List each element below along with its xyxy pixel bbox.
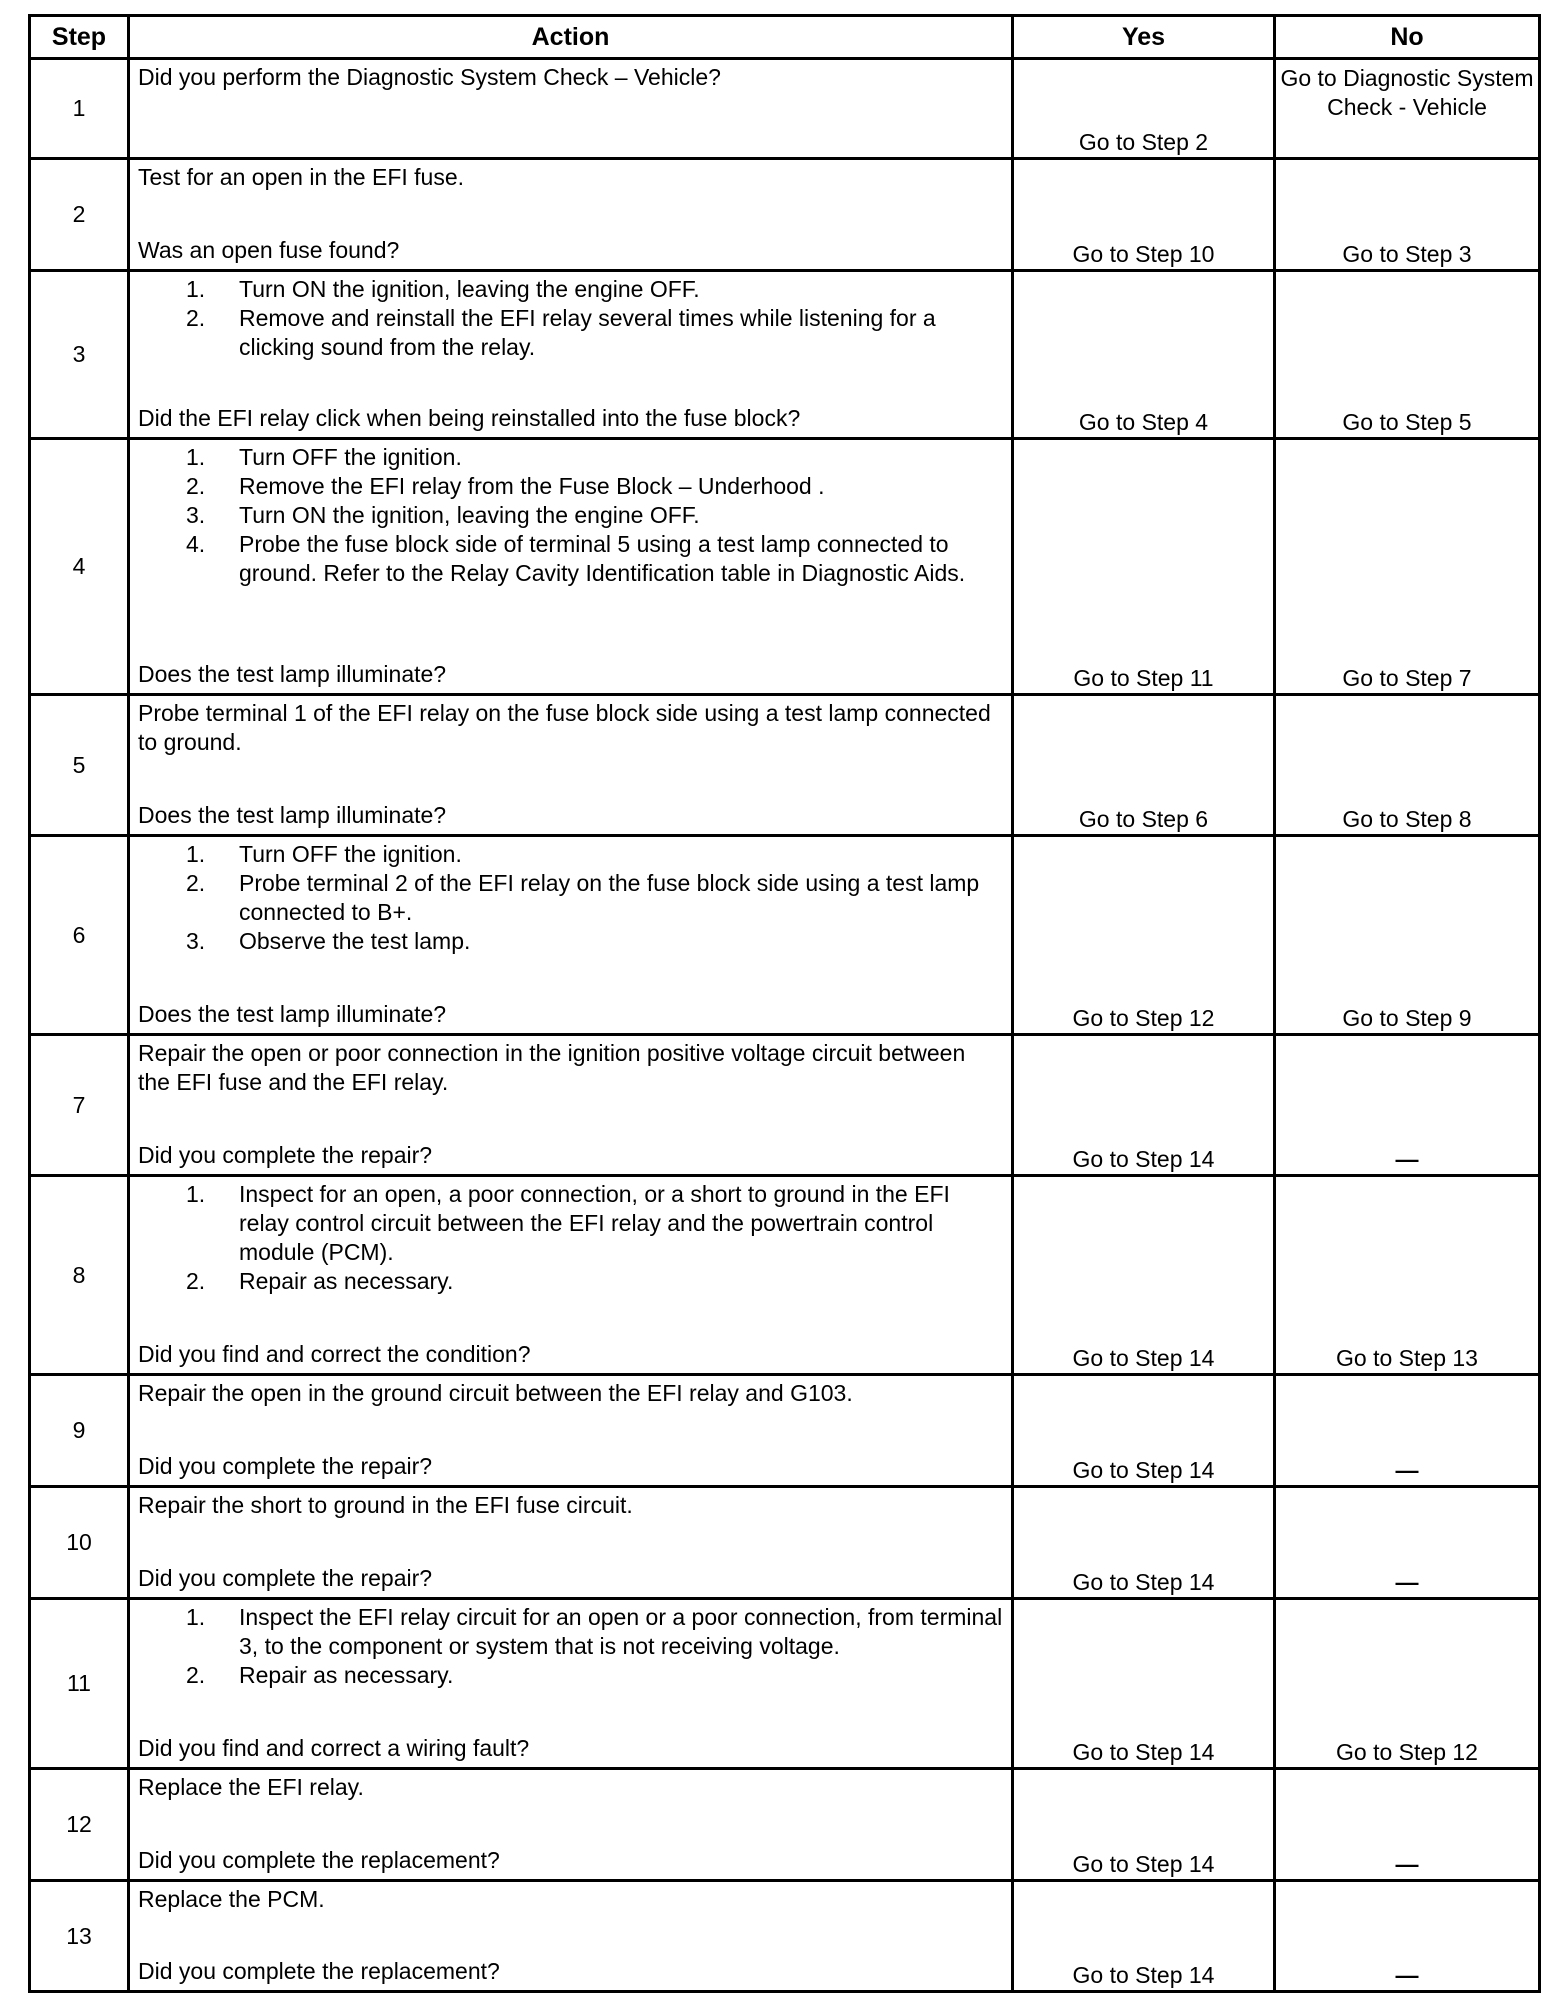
action-cell [129, 1375, 1013, 1487]
table-row [30, 836, 1540, 1035]
step-number: 3 [30, 271, 129, 439]
table-row [30, 1375, 1540, 1487]
list-item-text: Turn OFF the ignition. [239, 841, 462, 867]
action-steps-list [138, 840, 1003, 956]
table-row [30, 271, 1540, 439]
list-item-text: Repair as necessary. [239, 1268, 454, 1294]
yes-result: Go to Step 11 [1013, 439, 1275, 695]
yes-result: Go to Step 14 [1013, 1881, 1275, 1992]
no-result-dash: — [1395, 1962, 1419, 1988]
table-row [30, 695, 1540, 836]
list-item-number: 4. [186, 531, 206, 557]
list-item-number: 2. [186, 1268, 206, 1294]
list-item-number: 2. [186, 870, 206, 896]
list-item-text: Inspect for an open, a poor connection, or a short to ground in the EFI relay control circuit between the EFI relay and the powertrain control module (PCM). [239, 1181, 950, 1265]
action-steps-list [138, 443, 1003, 588]
header-action: Action [129, 16, 1013, 59]
list-item-text: Repair as necessary. [239, 1662, 454, 1688]
action-question: Does the test lamp illuminate? [138, 661, 447, 687]
list-item-text: Turn ON the ignition, leaving the engine OFF. [239, 276, 700, 302]
list-item [138, 869, 1003, 927]
list-item [138, 304, 1003, 362]
table-row [30, 1881, 1540, 1992]
header-step: Step [30, 16, 129, 59]
no-result: Go to Step 13 [1275, 1176, 1540, 1375]
action-question: Did you complete the replacement? [138, 1847, 500, 1873]
action-question: Does the test lamp illuminate? [138, 1001, 447, 1027]
step-number: 4 [30, 439, 129, 695]
step-number: 8 [30, 1176, 129, 1375]
list-item [138, 1180, 1003, 1267]
diagnostic-table [28, 14, 1541, 1993]
action-question: Did you find and correct the condition? [138, 1341, 531, 1367]
action-cell [129, 836, 1013, 1035]
no-result: Go to Step 8 [1275, 695, 1540, 836]
yes-result: Go to Step 6 [1013, 695, 1275, 836]
step-number: 1 [30, 59, 129, 159]
action-cell [129, 439, 1013, 695]
action-cell [129, 1176, 1013, 1375]
header-row [30, 16, 1540, 59]
table-row [30, 1176, 1540, 1375]
no-result [1275, 1375, 1540, 1487]
no-result [1275, 1881, 1540, 1992]
list-item [138, 530, 1003, 588]
list-item [138, 840, 1003, 869]
table-row [30, 1487, 1540, 1599]
header-no: No [1275, 16, 1540, 59]
yes-result: Go to Step 14 [1013, 1769, 1275, 1881]
list-item-number: 2. [186, 305, 206, 331]
list-item [138, 443, 1003, 472]
no-result [1275, 1487, 1540, 1599]
yes-result: Go to Step 14 [1013, 1487, 1275, 1599]
list-item [138, 501, 1003, 530]
list-item-text: Turn OFF the ignition. [239, 444, 462, 470]
list-item-text: Probe terminal 2 of the EFI relay on the fuse block side using a test lamp connected to B+. [239, 870, 980, 925]
no-result: Go to Step 3 [1275, 159, 1540, 271]
step-number: 9 [30, 1375, 129, 1487]
header-yes: Yes [1013, 16, 1275, 59]
list-item [138, 275, 1003, 304]
yes-result: Go to Step 14 [1013, 1375, 1275, 1487]
no-result [1275, 1769, 1540, 1881]
list-item-text: Probe the fuse block side of terminal 5 using a test lamp connected to ground. Refer to the Relay Cavity Identification table in Diagnostic Aids. [239, 531, 966, 586]
no-result: Go to Step 7 [1275, 439, 1540, 695]
table-row [30, 1035, 1540, 1176]
list-item-number: 1. [186, 276, 206, 302]
step-number: 2 [30, 159, 129, 271]
action-cell [129, 159, 1013, 271]
list-item-number: 1. [186, 1604, 206, 1630]
action-cell [129, 695, 1013, 836]
step-number: 7 [30, 1035, 129, 1176]
no-result: Go to Step 12 [1275, 1599, 1540, 1769]
action-text: Repair the short to ground in the EFI fuse circuit. [138, 1492, 633, 1518]
yes-result: Go to Step 14 [1013, 1599, 1275, 1769]
no-result [1275, 1035, 1540, 1176]
yes-result: Go to Step 2 [1013, 59, 1275, 159]
action-question: Was an open fuse found? [138, 237, 400, 263]
table-row [30, 439, 1540, 695]
action-question: Did you complete the repair? [138, 1453, 433, 1479]
action-cell [129, 1035, 1013, 1176]
action-text: Probe terminal 1 of the EFI relay on the fuse block side using a test lamp connected to ground. [138, 700, 991, 755]
yes-result: Go to Step 14 [1013, 1035, 1275, 1176]
action-steps-list [138, 1603, 1003, 1690]
action-question: Did you complete the repair? [138, 1142, 433, 1168]
action-cell [129, 271, 1013, 439]
no-result-dash: — [1395, 1851, 1419, 1877]
action-question: Did you find and correct a wiring fault? [138, 1735, 530, 1761]
yes-result: Go to Step 10 [1013, 159, 1275, 271]
action-text: Did you perform the Diagnostic System Check – Vehicle? [138, 64, 721, 90]
action-question: Did you complete the repair? [138, 1565, 433, 1591]
list-item-number: 1. [186, 1181, 206, 1207]
table-row [30, 1599, 1540, 1769]
action-text: Replace the PCM. [138, 1886, 325, 1912]
step-number: 10 [30, 1487, 129, 1599]
action-cell [129, 59, 1013, 159]
action-cell [129, 1881, 1013, 1992]
step-number: 5 [30, 695, 129, 836]
list-item [138, 1603, 1003, 1661]
action-text: Repair the open or poor connection in the ignition positive voltage circuit between the EFI fuse and the EFI relay. [138, 1040, 966, 1095]
step-number: 11 [30, 1599, 129, 1769]
yes-result: Go to Step 4 [1013, 271, 1275, 439]
yes-result: Go to Step 14 [1013, 1176, 1275, 1375]
action-question: Did the EFI relay click when being reinstalled into the fuse block? [138, 405, 801, 431]
table-row [30, 1769, 1540, 1881]
action-steps-list [138, 275, 1003, 362]
yes-result: Go to Step 12 [1013, 836, 1275, 1035]
list-item [138, 1661, 1003, 1690]
no-result-dash: — [1395, 1569, 1419, 1595]
list-item-number: 3. [186, 928, 206, 954]
list-item-text: Observe the test lamp. [239, 928, 471, 954]
action-cell [129, 1769, 1013, 1881]
list-item-number: 2. [186, 1662, 206, 1688]
no-result: Go to Step 5 [1275, 271, 1540, 439]
no-result: Go to Diagnostic System Check - Vehicle [1275, 59, 1540, 159]
step-number: 6 [30, 836, 129, 1035]
no-result-dash: — [1395, 1146, 1419, 1172]
step-number: 12 [30, 1769, 129, 1881]
list-item-number: 1. [186, 841, 206, 867]
action-text: Test for an open in the EFI fuse. [138, 164, 465, 190]
list-item-text: Inspect the EFI relay circuit for an open or a poor connection, from terminal 3, to the component or system that is not receiving voltage. [239, 1604, 1003, 1659]
step-number: 13 [30, 1881, 129, 1992]
list-item-text: Remove the EFI relay from the Fuse Block – Underhood . [239, 473, 825, 499]
list-item-number: 1. [186, 444, 206, 470]
action-cell [129, 1599, 1013, 1769]
no-result-dash: — [1395, 1457, 1419, 1483]
list-item [138, 472, 1003, 501]
action-question: Did you complete the replacement? [138, 1958, 500, 1984]
action-text: Replace the EFI relay. [138, 1774, 364, 1800]
list-item [138, 927, 1003, 956]
list-item-number: 2. [186, 473, 206, 499]
table-row [30, 159, 1540, 271]
list-item-text: Remove and reinstall the EFI relay several times while listening for a clicking sound from the relay. [239, 305, 936, 360]
no-result: Go to Step 9 [1275, 836, 1540, 1035]
action-question: Does the test lamp illuminate? [138, 802, 447, 828]
action-steps-list [138, 1180, 1003, 1296]
list-item-text: Turn ON the ignition, leaving the engine OFF. [239, 502, 700, 528]
action-text: Repair the open in the ground circuit between the EFI relay and G103. [138, 1380, 853, 1406]
action-cell [129, 1487, 1013, 1599]
list-item [138, 1267, 1003, 1296]
list-item-number: 3. [186, 502, 206, 528]
table-row [30, 59, 1540, 159]
